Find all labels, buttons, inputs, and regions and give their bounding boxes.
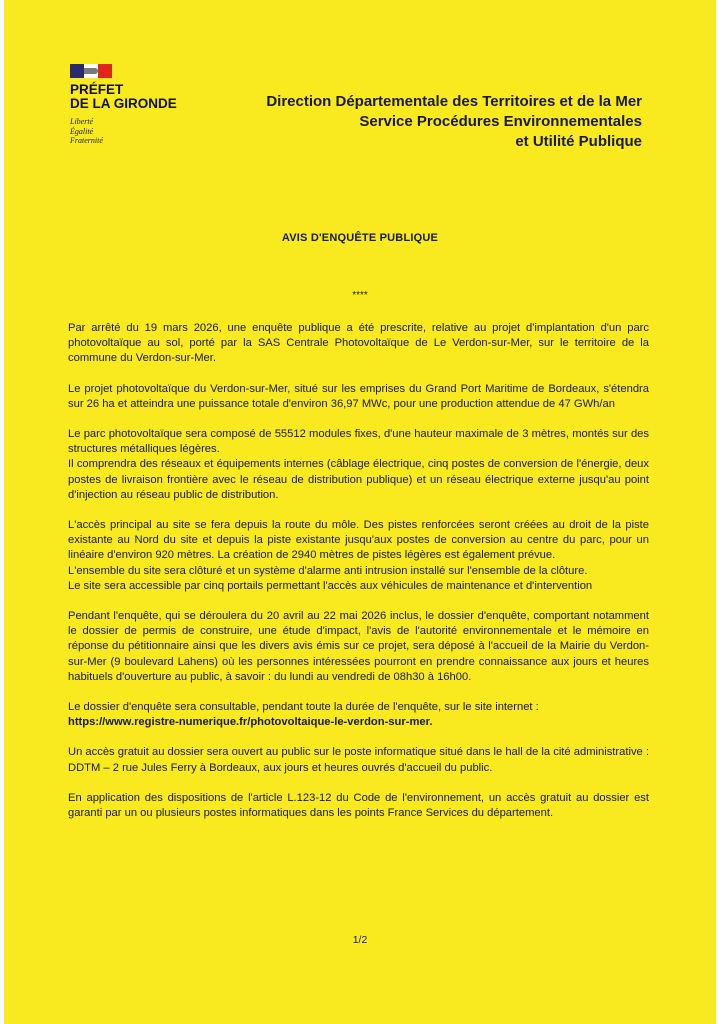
issuing-department: Direction Départementale des Territoires et de la Mer Service Procédures Environnementales et Utilité Publique [266, 93, 642, 150]
document-title: AVIS D'ENQUÊTE PUBLIQUE [281, 232, 439, 244]
paragraph: Le projet photovoltaïque du Verdon-sur-Mer, situé sur les emprises du Grand Port Maritime de Bordeaux, s'étendra sur 26 ha et atteindra une puissance totale d'environ 36,97 MWc, pour une production attendue de 47 GWh/an [68, 382, 649, 410]
page-number: 1/2 [352, 934, 368, 946]
paragraph: Le site sera accessible par cinq portails permettant l'accès aux véhicules de maintenance et d'intervention [68, 579, 593, 592]
paragraph: Le dossier d'enquête sera consultable, pendant toute la durée de l'enquête, sur le site internet : https://www.registre-numerique.fr/photovoltaique-le-verdon-sur-mer. [68, 701, 539, 729]
paragraph: Par arrêté du 19 mars 2026, une enquête publique a été prescrite, relative au projet d'implantation d'un parc photovoltaïque au sol, porté par la SAS Centrale Photovoltaïque de Le Verdon-sur-Mer, sur le territoire de la commune du Verdon-sur-Mer. [68, 322, 649, 365]
paragraph: Un accès gratuit au dossier sera ouvert au public sur le poste informatique situé dans le hall de la cité administrative : DDTM – 2 rue Jules Ferry à Bordeaux, aux jours et heures ouvrés d'accueil du public. [68, 746, 649, 774]
paragraph: Il comprendra des réseaux et équipements internes (câblage électrique, cinq postes de conversion de l'énergie, deux postes de livraison frontière avec le réseau de distribution publique) et un réseau électrique externe jusqu'au point d'injection au réseau public de distribution. [68, 458, 649, 501]
separator: **** [352, 290, 368, 301]
document-page [4, 0, 716, 1024]
prefecture-name: PRÉFET DE LA GIRONDE [70, 82, 177, 111]
marianne-flag-icon [70, 64, 114, 78]
paragraph: L'ensemble du site sera clôturé et un système d'alarme anti intrusion installé sur l'ensemble de la clôture. [68, 564, 588, 577]
paragraph: En application des dispositions de l'article L.123-12 du Code de l'environnement, un accès gratuit au dossier est garanti par un ou plusieurs postes informatiques dans les points France Services du département. [68, 791, 649, 820]
paragraph: Pendant l'enquête, qui se déroulera du 20 avril au 22 mai 2026 inclus, le dossier d'enquête, comportant notamment le dossier de permis de construire, une étude d'impact, l'avis de l'autorité environnementale et le mémoire en réponse du pétitionnaire ainsi que les divers avis émis sur ce projet, sera déposé à l'accueil de la Mairie du Verdon-sur-Mer (9 boulevard Lahens) où les personnes intéressées pourront en prendre connaissance aux jours et heures habituels d'ouverture au public, à savoir : du lundi au vendredi de 08h30 à 16h00. [68, 610, 649, 683]
paragraph: Le parc photovoltaïque sera composé de 55512 modules fixes, d'une hauteur maximale de 3 mètres, montés sur des structures métalliques légères. [68, 428, 649, 456]
registry-link[interactable]: https://www.registre-numerique.fr/photovoltaique-le-verdon-sur-mer. [68, 716, 433, 729]
document-body [68, 321, 649, 836]
republic-motto: Liberté Égalité Fraternité [70, 117, 103, 145]
paragraph: L'accès principal au site se fera depuis la route du môle. Des pistes renforcées seront créées au droit de la piste existante au Nord du site et depuis la piste existante jusqu'aux postes de conversion au centre du parc, pour un linéaire d'environ 920 mètres. La création de 2940 mètres de pistes légères est également prévue. [68, 519, 649, 562]
